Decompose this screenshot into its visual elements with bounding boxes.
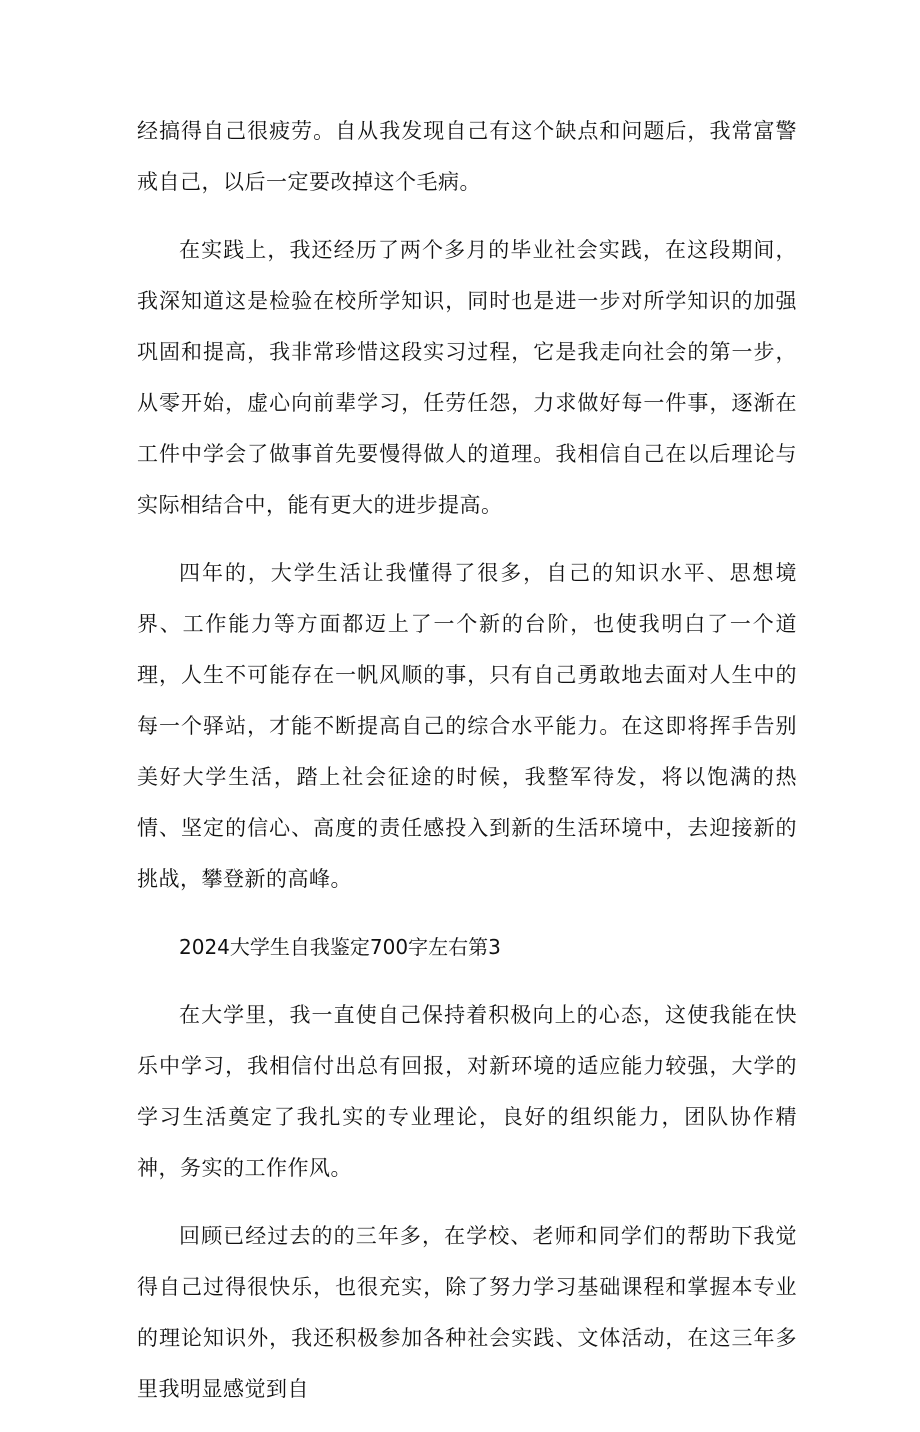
document-body bbox=[137, 106, 797, 1432]
paragraph-continuation: 经搞得自己很疲劳。自从我发现自己有这个缺点和问题后，我常富警戒自己，以后一定要改掉这个毛病。 bbox=[137, 119, 797, 194]
paragraph-four-years: 四年的，大学生活让我懂得了很多，自己的知识水平、思想境界、工作能力等方面都迈上了一个新的台阶，也使我明白了一个道理，人生不可能存在一帆风顺的事，只有自己勇敢地去面对人生中的每一个驿站，才能不断提高自己的综合水平能力。在这即将挥手告别美好大学生活，踏上社会征途的时候，我整军待发，将以饱满的热情、坚定的信心、高度的责任感投入到新的生活环境中，去迎接新的挑战，攀登新的高峰。 bbox=[137, 561, 797, 891]
paragraph-practice: 在实践上，我还经历了两个多月的毕业社会实践，在这段期间，我深知道这是检验在校所学知识，同时也是进一步对所学知识的加强巩固和提高，我非常珍惜这段实习过程，它是我走向社会的第一步，从零开始，虚心向前辈学习，任劳任怨，力求做好每一件事，逐渐在工件中学会了做事首先要慢得做人的道理。我相信自己在以后理论与实际相结合中，能有更大的进步提高。 bbox=[137, 238, 797, 517]
paragraph-university-attitude: 在大学里，我一直使自己保持着积极向上的心态，这使我能在快乐中学习，我相信付出总有回报，对新环境的适应能力较强，大学的学习生活奠定了我扎实的专业理论，良好的组织能力，团队协作精神，务实的工作作风。 bbox=[137, 1003, 797, 1180]
section-heading: 2024大学生自我鉴定700字左右第3 bbox=[179, 935, 501, 959]
paragraph-review: 回顾已经过去的的三年多，在学校、老师和同学们的帮助下我觉得自己过得很快乐，也很充实，除了努力学习基础课程和掌握本专业的理论知识外，我还积极参加各种社会实践、文体活动，在这三年多里我明显感觉到自 bbox=[137, 1224, 797, 1401]
